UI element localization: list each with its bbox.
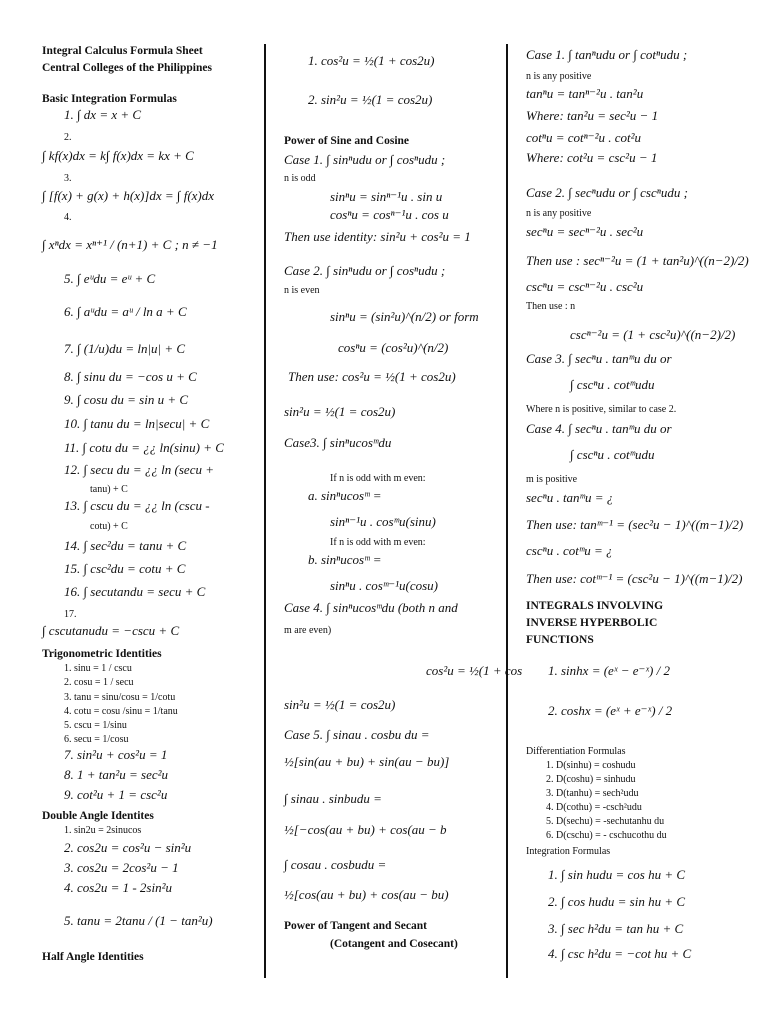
identity-line: 1. sinu = 1 / cscu bbox=[64, 663, 132, 674]
identity-line: 1. sin2u = 2sinucos bbox=[64, 825, 142, 836]
formula-line: 11. ∫ cotu du = ¿¿ ln(sinu) + C bbox=[64, 440, 224, 455]
formula-line: 7. ∫ (1/u)du = ln|u| + C bbox=[64, 341, 186, 356]
case-line: b. sinⁿucosᵐ = bbox=[308, 552, 382, 567]
case-line: Then use: cotᵐ⁻¹ = (csc²u − 1)^((m−1)/2) bbox=[526, 571, 743, 586]
section-heading-double: Double Angle Identites bbox=[42, 810, 154, 822]
identity-line: 5. tanu = 2tanu / (1 − tan²u) bbox=[64, 913, 213, 928]
case-line: m is positive bbox=[526, 474, 578, 485]
case-line: secⁿu = secⁿ⁻²u . sec²u bbox=[526, 224, 644, 239]
case-line: Then use : n bbox=[526, 301, 576, 312]
case-line: Case3. ∫ sinⁿucosᵐdu bbox=[284, 435, 392, 450]
section-heading-integration: Integration Formulas bbox=[526, 846, 611, 857]
case-line: n is any positive bbox=[526, 208, 592, 219]
case-line: ½[sin(au + bu) + sin(au − bu)] bbox=[284, 754, 450, 769]
identity-line: 4. cotu = cosu /sinu = 1/tanu bbox=[64, 706, 178, 717]
sheet-subtitle: Central Colleges of the Philippines bbox=[42, 62, 212, 74]
case-line: ∫ cscⁿu . cotᵐudu bbox=[570, 377, 655, 392]
case-line: sinⁿu = sinⁿ⁻¹u . sin u bbox=[330, 189, 443, 204]
case-line: Then use : secⁿ⁻²u = (1 + tan²u)^((n−2)/2) bbox=[526, 253, 749, 268]
formula-line: ∫ xⁿdx = xⁿ⁺¹ / (n+1) + C ; n ≠ −1 bbox=[42, 237, 218, 252]
case-line: sin²u = ½(1 = cos2u) bbox=[284, 404, 396, 419]
formula-line: 8. ∫ sinu du = −cos u + C bbox=[64, 369, 197, 384]
case-line: n is any positive bbox=[526, 71, 592, 82]
section-heading-half: Half Angle Identities bbox=[42, 951, 144, 963]
case-line: Case 2. ∫ secⁿudu or ∫ cscⁿudu ; bbox=[526, 185, 688, 200]
formula-line: 17. bbox=[64, 609, 77, 620]
case-line: Then use identity: sin²u + cos²u = 1 bbox=[284, 229, 471, 244]
case-line: cscⁿu . cotᵐu = ¿ bbox=[526, 543, 613, 558]
case-line: a. sinⁿucosᵐ = bbox=[308, 488, 382, 503]
formula-line: 6. ∫ aᵘdu = aᵘ / ln a + C bbox=[64, 304, 187, 319]
formula-line: 10. ∫ tanu du = ln|secu| + C bbox=[64, 416, 210, 431]
case-line: m are even) bbox=[284, 625, 332, 636]
case-line: ½[−cos(au + bu) + cos(au − b bbox=[284, 822, 447, 837]
case-line: Case 1. ∫ tanⁿudu or ∫ cotⁿudu ; bbox=[526, 47, 688, 62]
formula-line: tanu) + C bbox=[90, 484, 128, 495]
section-heading-hyperbolic: INTEGRALS INVOLVING bbox=[526, 600, 664, 612]
case-line: sin²u = ½(1 = cos2u) bbox=[284, 697, 396, 712]
identity-line: 2. cos2u = cos²u − sin²u bbox=[64, 840, 192, 855]
section-heading-power-tangent: Power of Tangent and Secant bbox=[284, 920, 427, 932]
case-line: Where: tan²u = sec²u − 1 bbox=[526, 108, 659, 123]
case-line: cscⁿu = cscⁿ⁻²u . csc²u bbox=[526, 279, 644, 294]
formula-line: 4. bbox=[64, 212, 72, 223]
case-line: Case 3. ∫ secⁿu . tanᵐu du or bbox=[526, 351, 672, 366]
column-1 bbox=[42, 40, 262, 1020]
case-line: ∫ sinau . sinbudu = bbox=[284, 791, 382, 806]
formula-line: 5. D(sechu) = -sechutanhu du bbox=[546, 816, 665, 827]
case-line: Where n is positive, similar to case 2. bbox=[526, 404, 677, 415]
formula-line: 13. ∫ cscu du = ¿¿ ln (cscu - bbox=[64, 498, 210, 513]
formula-line: 1. sinhx = (eˣ − e⁻ˣ) / 2 bbox=[548, 663, 670, 678]
formula-line: ∫ [f(x) + g(x) + h(x)]dx = ∫ f(x)dx bbox=[42, 188, 215, 203]
formula-line: 2. ∫ cos hudu = sin hu + C bbox=[548, 894, 686, 909]
case-line: Case 4. ∫ secⁿu . tanᵐu du or bbox=[526, 421, 672, 436]
formula-line: 2. bbox=[64, 132, 72, 143]
case-line: ½[cos(au + bu) + cos(au − bu) bbox=[284, 887, 449, 902]
formula-line: 4. D(cothu) = -csch²udu bbox=[546, 802, 642, 813]
column-3 bbox=[524, 40, 764, 1000]
case-line: n is odd bbox=[284, 173, 316, 184]
case-line: Case 1. ∫ sinⁿudu or ∫ cosⁿudu ; bbox=[284, 152, 446, 167]
formula-line: 6. D(cschu) = - cschucothu du bbox=[546, 830, 667, 841]
case-line: cscⁿ⁻²u = (1 + csc²u)^((n−2)/2) bbox=[570, 327, 736, 342]
formula-line: 4. ∫ csc h²du = −cot hu + C bbox=[548, 946, 692, 961]
formula-line: cotu) + C bbox=[90, 521, 128, 532]
case-line: Case 4. ∫ sinⁿucosᵐdu (both n and bbox=[284, 600, 458, 615]
case-line: sinⁿ⁻¹u . cosᵐu(sinu) bbox=[330, 514, 436, 529]
formula-line: ∫ cscutanudu = −cscu + C bbox=[42, 623, 180, 638]
section-heading-hyperbolic: FUNCTIONS bbox=[526, 634, 594, 646]
formula-line: 14. ∫ sec²du = tanu + C bbox=[64, 538, 187, 553]
case-line: secⁿu . tanᵐu = ¿ bbox=[526, 490, 614, 505]
identity-line: 5. cscu = 1/sinu bbox=[64, 720, 127, 731]
identity-line: 9. cot²u + 1 = csc²u bbox=[64, 787, 168, 802]
formula-line: ∫ kf(x)dx = k∫ f(x)dx = kx + C bbox=[42, 148, 194, 163]
case-line: cotⁿu = cotⁿ⁻²u . cot²u bbox=[526, 130, 642, 145]
formula-line: 15. ∫ csc²du = cotu + C bbox=[64, 561, 186, 576]
formula-line: 3. ∫ sec h²du = tan hu + C bbox=[548, 921, 684, 936]
section-heading-power-sine: Power of Sine and Cosine bbox=[284, 135, 410, 147]
case-line: cosⁿu = (cos²u)^(n/2) bbox=[338, 340, 449, 355]
column-divider-right bbox=[506, 44, 508, 978]
case-line: cosⁿu = cosⁿ⁻¹u . cos u bbox=[330, 207, 449, 222]
case-line: ∫ cosau . cosbudu = bbox=[284, 857, 387, 872]
section-heading-trig: Trigonometric Identities bbox=[42, 648, 162, 660]
case-line: cos²u = ½(1 + cos bbox=[426, 663, 523, 678]
formula-line: 3. D(tanhu) = sech²udu bbox=[546, 788, 639, 799]
identity-line: 8. 1 + tan²u = sec²u bbox=[64, 767, 169, 782]
section-subheading-power-tangent: (Cotangent and Cosecant) bbox=[330, 938, 458, 950]
case-line: Then use: tanᵐ⁻¹ = (sec²u − 1)^((m−1)/2) bbox=[526, 517, 744, 532]
identity-line: 7. sin²u + cos²u = 1 bbox=[64, 747, 168, 762]
formula-line: 3. bbox=[64, 173, 72, 184]
formula-line: 2. coshx = (eˣ + e⁻ˣ) / 2 bbox=[548, 703, 673, 718]
case-line: If n is odd with m even: bbox=[330, 537, 426, 548]
formula-line: 1. cos²u = ½(1 + cos2u) bbox=[308, 53, 435, 68]
formula-line: 5. ∫ eᵘdu = eᵘ + C bbox=[64, 271, 156, 286]
case-line: Case 2. ∫ sinⁿudu or ∫ cosⁿudu ; bbox=[284, 263, 446, 278]
formula-line: 1. D(sinhu) = coshudu bbox=[546, 760, 636, 771]
section-heading-hyperbolic: INVERSE HYPERBOLIC bbox=[526, 617, 658, 629]
column-divider-left bbox=[264, 44, 266, 978]
formula-line: 9. ∫ cosu du = sin u + C bbox=[64, 392, 189, 407]
identity-line: 2. cosu = 1 / secu bbox=[64, 677, 134, 688]
section-heading-basic: Basic Integration Formulas bbox=[42, 93, 177, 105]
identity-line: 6. secu = 1/cosu bbox=[64, 734, 129, 745]
case-line: n is even bbox=[284, 285, 320, 296]
section-heading-differentiation: Differentiation Formulas bbox=[526, 746, 626, 757]
formula-line: 2. D(coshu) = sinhudu bbox=[546, 774, 636, 785]
case-line: Where: cot²u = csc²u − 1 bbox=[526, 150, 658, 165]
case-line: tanⁿu = tanⁿ⁻²u . tan²u bbox=[526, 86, 644, 101]
case-line: Then use: cos²u = ½(1 + cos2u) bbox=[288, 369, 456, 384]
identity-line: 3. tanu = sinu/cosu = 1/cotu bbox=[64, 692, 176, 703]
formula-line: 2. sin²u = ½(1 = cos2u) bbox=[308, 92, 433, 107]
case-line: sinⁿu = (sin²u)^(n/2) or form bbox=[330, 309, 479, 324]
formula-line: 16. ∫ secutandu = secu + C bbox=[64, 584, 206, 599]
identity-line: 4. cos2u = 1 - 2sin²u bbox=[64, 880, 172, 895]
sheet-title: Integral Calculus Formula Sheet bbox=[42, 45, 203, 57]
case-line: sinⁿu . cosᵐ⁻¹u(cosu) bbox=[330, 578, 439, 593]
case-line: If n is odd with m even: bbox=[330, 473, 426, 484]
formula-line: 12. ∫ secu du = ¿¿ ln (secu + bbox=[64, 462, 214, 477]
formula-line: 1. ∫ dx = x + C bbox=[64, 107, 142, 122]
case-line: Case 5. ∫ sinau . cosbu du = bbox=[284, 727, 430, 742]
case-line: ∫ cscⁿu . cotᵐudu bbox=[570, 447, 655, 462]
column-2 bbox=[284, 40, 523, 1000]
identity-line: 3. cos2u = 2cos²u − 1 bbox=[64, 860, 179, 875]
formula-line: 1. ∫ sin hudu = cos hu + C bbox=[548, 867, 686, 882]
